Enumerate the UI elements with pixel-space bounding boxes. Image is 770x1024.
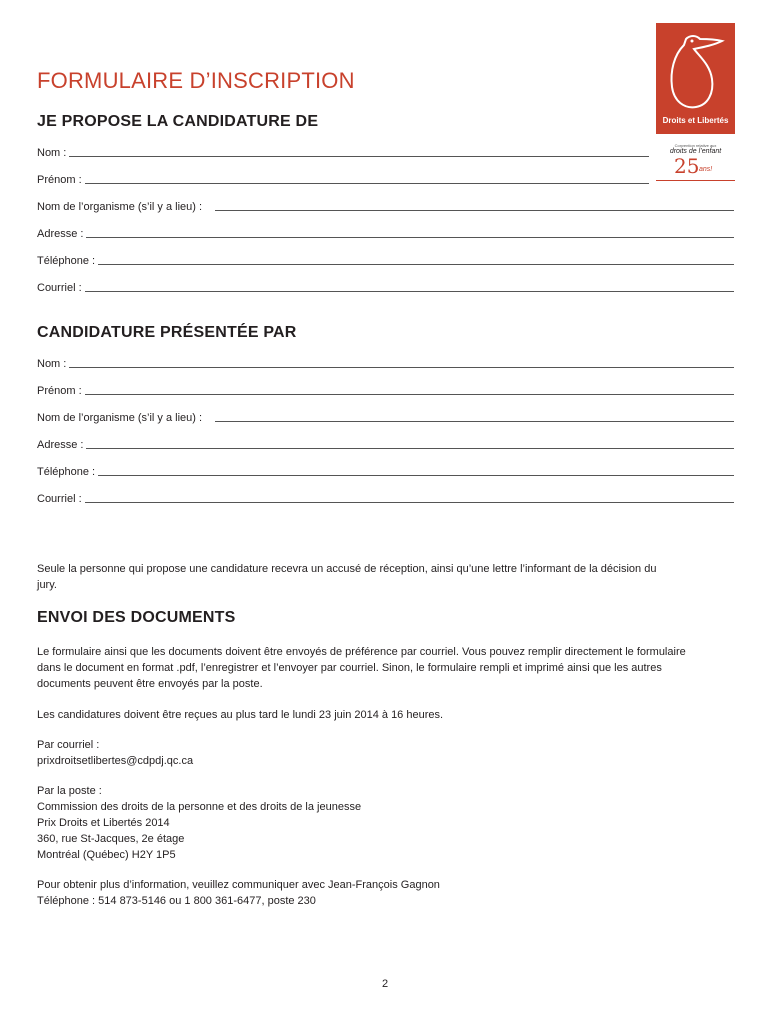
info-line: Pour obtenir plus d’information, veuillez communiquer avec Jean-François Gagnon [37, 879, 440, 891]
presenter-telephone-field[interactable] [37, 463, 734, 479]
presenter-nom-field[interactable] [37, 355, 734, 371]
section-heading-presenter: CANDIDATURE PRÉSENTÉE PAR [37, 324, 297, 341]
logo-convention: droits de l’enfant [669, 148, 722, 155]
fill-line[interactable] [98, 264, 734, 265]
fill-line[interactable] [215, 421, 734, 422]
field-label: Téléphone : [37, 255, 96, 267]
logo-red-block [656, 23, 735, 134]
fill-line[interactable] [85, 291, 734, 292]
fill-line[interactable] [85, 502, 734, 503]
contact-email-link[interactable]: prixdroitsetlibertes@cdpdj.qc.ca [37, 755, 194, 767]
reception-notice: Seule la personne qui propose une candidature recevra un accusé de réception, ainsi qu’une lettre l’informant de la décision du jury. [37, 563, 657, 591]
candidate-adresse-field[interactable] [37, 225, 734, 241]
candidate-nom-field[interactable] [37, 144, 649, 160]
droits-et-libertes-logo [656, 23, 735, 183]
field-label: Prénom : [37, 385, 82, 397]
fill-line[interactable] [86, 237, 734, 238]
logo-underline [656, 180, 735, 181]
candidate-courriel-field[interactable] [37, 279, 734, 295]
field-label: Courriel : [37, 282, 82, 294]
field-label: Téléphone : [37, 466, 96, 478]
fill-line[interactable] [215, 210, 734, 211]
post-label: Par la poste : [37, 785, 102, 797]
logo-anniversary-number: 25 [674, 154, 700, 178]
info-phone-line: Téléphone : 514 873-5146 ou 1 800 361-6477, poste 230 [37, 895, 316, 907]
email-label: Par courriel : [37, 739, 100, 751]
bird-drop-icon [664, 31, 726, 113]
post-address-line: Commission des droits de la personne et des droits de la jeunesse [37, 801, 362, 813]
candidate-organisme-field[interactable] [37, 198, 734, 214]
fill-line[interactable] [98, 475, 734, 476]
field-label: Adresse : [37, 439, 84, 451]
fill-line[interactable] [69, 367, 734, 368]
logo-name: Droits et Libertés [662, 116, 729, 125]
logo-convention-top: Convention relative aux [674, 143, 717, 148]
section-heading-proposer: JE PROPOSE LA CANDIDATURE DE [37, 113, 319, 130]
post-address-line: Prix Droits et Libertés 2014 [37, 817, 170, 829]
candidate-telephone-field[interactable] [37, 252, 734, 268]
presenter-adresse-field[interactable] [37, 436, 734, 452]
presenter-prenom-field[interactable] [37, 382, 734, 398]
page-number: 2 [381, 978, 389, 990]
fill-line[interactable] [86, 448, 734, 449]
logo-anniversary-suffix: ans! [699, 166, 713, 173]
field-label: Nom : [37, 358, 67, 370]
presenter-courriel-field[interactable] [37, 490, 734, 506]
fill-line[interactable] [85, 394, 734, 395]
envoi-paragraph: Le formulaire ainsi que les documents doivent être envoyés de préférence par courriel. Vous pouvez remplir directement le formulaire dans le document en format .pdf, l’enregistrer et l’envoyer par courriel. Sinon, le formulaire rempli et imprimé ainsi que les autres documents peuvent être envoyés par la poste. [37, 646, 686, 690]
deadline-paragraph: Les candidatures doivent être reçues au plus tard le lundi 23 juin 2014 à 16 heures. [37, 709, 444, 721]
candidate-prenom-field[interactable] [37, 171, 649, 187]
field-label: Courriel : [37, 493, 82, 505]
fill-line[interactable] [85, 183, 649, 184]
field-label: Prénom : [37, 174, 82, 186]
field-label: Nom de l’organisme (s’il y a lieu) : [37, 201, 203, 213]
field-label: Adresse : [37, 228, 84, 240]
field-label: Nom de l’organisme (s’il y a lieu) : [37, 412, 203, 424]
fill-line[interactable] [69, 156, 649, 157]
post-address-line: 360, rue St-Jacques, 2e étage [37, 833, 185, 845]
field-label: Nom : [37, 147, 67, 159]
form-title: FORMULAIRE D’INSCRIPTION [37, 68, 355, 93]
section-heading-envoi: ENVOI DES DOCUMENTS [37, 609, 236, 626]
presenter-organisme-field[interactable] [37, 409, 734, 425]
post-address-line: Montréal (Québec) H2Y 1P5 [37, 849, 176, 861]
